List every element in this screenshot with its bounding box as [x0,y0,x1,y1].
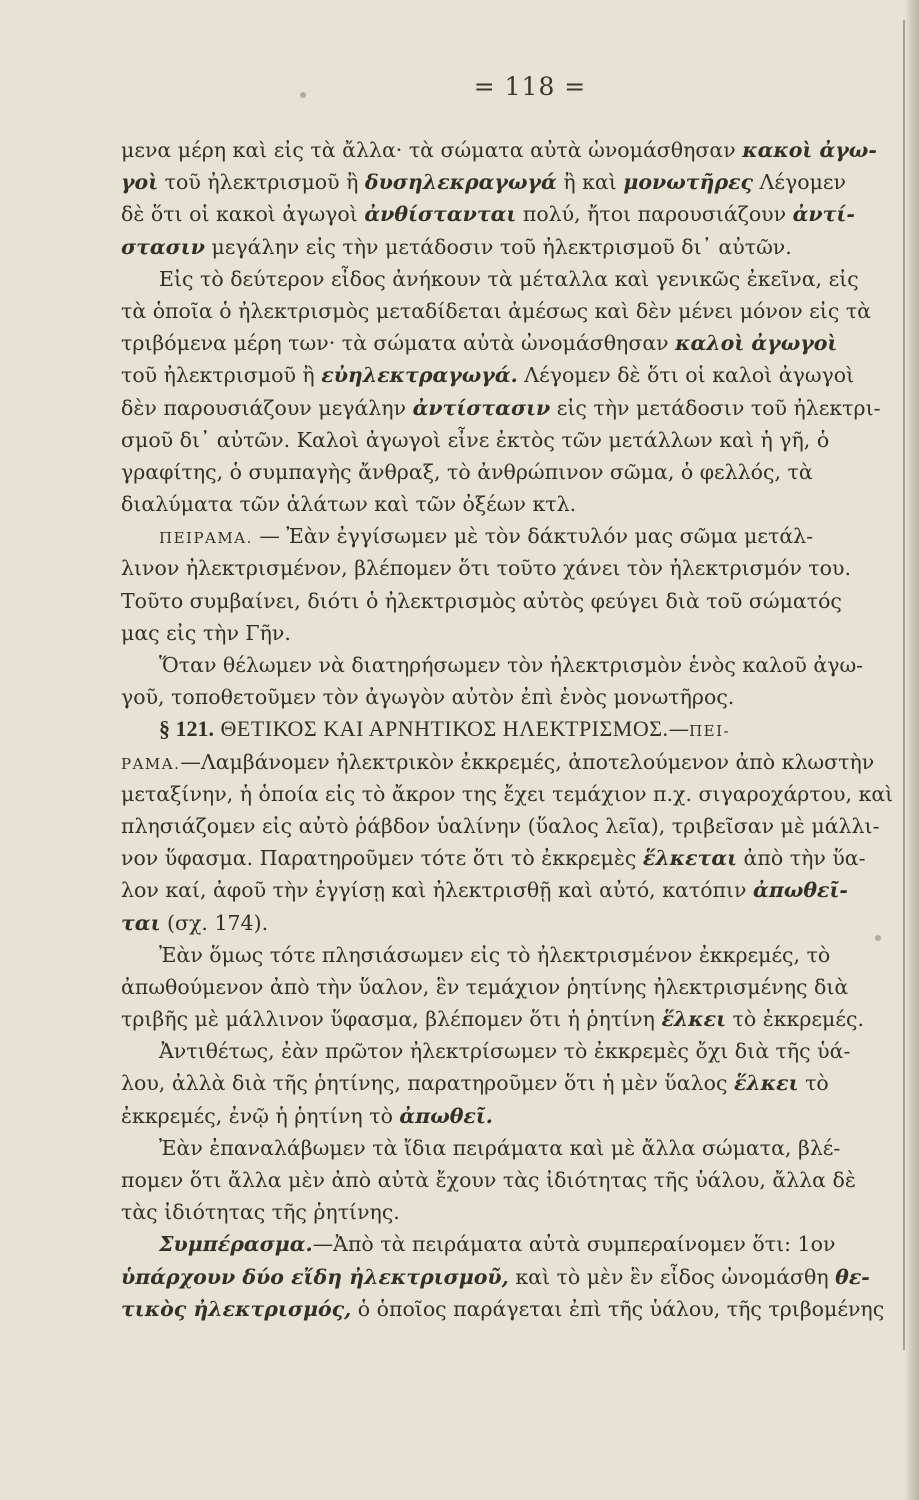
text-run: νον ὕφασμα. Παρατηροῦμεν τότε ὅτι τὸ ἐκκρεμὲς [121,846,643,871]
text-line [121,134,919,166]
text-run: —Ἀπὸ τὰ πειράματα αὐτὰ συμπεραίνομεν ὅτι: 1ον [312,1232,836,1257]
emphasis-term: γοὶ [121,170,159,195]
text-line [121,424,919,456]
text-line [121,617,919,649]
text-line [121,1100,919,1132]
text-run: μεγάλην εἰς τὴν μετάδοσιν τοῦ ἠλεκτρισμοῦ δι᾽ αὐτῶν. [204,234,792,259]
text-run: τοῦ ἠλεκτρισμοῦ ἢ [121,363,322,388]
text-run: μας εἰς τὴν Γῆν. [121,620,291,645]
text-run: τριβόμενα μέρη των· τὰ σώματα αὐτὰ ὠνομάσθησαν [121,331,676,356]
text-run: Ἀντιθέτως, ἐὰν πρῶτον ἠλεκτρίσωμεν τὸ ἐκκρεμὲς ὄχι διὰ τῆς ὑά- [159,1039,851,1064]
text-line [121,231,919,263]
text-run: τριβῆς μὲ μάλλινον ὕφασμα, βλέπομεν ὅτι ἡ ῥητίνη [121,1007,662,1032]
emphasis-term: ἕλκει [661,1007,727,1032]
text-run: ἀπὸ τὴν ὕα- [737,846,866,871]
text-run: γραφίτης, ὁ συμπαγὴς ἄνθραξ, τὸ ἀνθρώπινον σῶμα, ὁ φελλός, τὰ [121,459,813,484]
text-line [121,1035,919,1067]
emphasis-term: κακοὶ ἀγω- [742,138,877,162]
text-run: λον καί, ἀφοῦ τὴν ἐγγίσῃ καὶ ἠλεκτρισθῇ καὶ αὐτό, κατόπιν [121,878,754,903]
emphasis-term: ἀντί- [792,202,855,227]
text-run: γοῦ, τοποθετοῦμεν τὸν ἀγωγὸν αὐτὸν ἐπὶ ἑνὸς μονωτῆρος. [121,685,735,710]
emphasis-term: ἕλκεται [642,846,738,871]
text-line [121,488,919,520]
text-run: εἰς τὴν μετάδοσιν τοῦ ἠλεκτρι- [550,395,881,420]
text-run: (σχ. 174). [160,910,269,935]
text-line [121,907,919,939]
text-run: Τοῦτο συμβαίνει, διότι ὁ ἠλεκτρισμὸς αὐτὸς φεύγει διὰ τοῦ σώματός [121,588,842,613]
emphasis-term: στασιν [121,234,205,259]
text-line [121,359,919,391]
text-line [121,1067,919,1099]
text-line [121,1261,919,1293]
text-run: διαλύματα τῶν ἁλάτων καὶ τῶν ὀξέων κτλ. [121,492,577,517]
text-line [121,552,919,584]
text-run: ἢ καὶ [556,170,624,195]
text-line [121,713,919,745]
emphasis-term: τικὸς ἠλεκτρισμός, [121,1296,352,1321]
text-run: — [668,717,690,742]
emphasis-term: θε- [835,1264,870,1289]
text-line [121,681,919,713]
small-caps-label: ΠΕΙ- [689,722,731,741]
text-line [121,649,919,681]
text-line [121,971,919,1003]
text-run: καὶ τὸ μὲν ἓν εἶδος ὠνομάσθη [508,1264,836,1289]
text-run: μενα μέρη καὶ εἰς τὰ ἄλλα· τὰ σώματα αὐτὰ ὠνομάσθησαν [121,138,743,162]
text-run: μεταξίνην, ἡ ὁποία εἰς τὸ ἄκρον της ἔχει τεμάχιον π.χ. σιγαροχάρτου, καὶ [121,781,894,806]
text-line [121,778,919,810]
text-line [121,1132,919,1164]
text-line [121,810,919,842]
text-line [121,842,919,874]
text-line [121,198,919,230]
text-run: τὸ [798,1071,829,1096]
text-run: λινον ἠλεκτρισμένον, βλέπομεν ὅτι τοῦτο χάνει τὸν ἠλεκτρισμόν του. [121,556,851,581]
text-line [121,392,919,424]
text-run: δὲν παρουσιάζουν μεγάλην [121,395,413,420]
text-line [121,1196,919,1228]
emphasis-term: ἕλκει [733,1071,799,1096]
emphasis-term: ἀνθίστανται [364,202,517,227]
text-run: πολύ, ἤτοι παρουσιάζουν [516,202,793,227]
text-run: πλησιάζομεν εἰς αὐτὸ ῥάβδον ὑαλίνην (ὕαλος λεῖα), τριβεῖσαν μὲ μάλλι- [121,813,880,838]
emphasis-term: ἀπωθεῖ- [753,878,848,903]
body-text [121,134,919,1325]
text-line [121,263,919,295]
emphasis-term: ται [121,910,161,935]
emphasis-term: Συμπέρασμα. [159,1232,313,1257]
emphasis-term: δυσηλεκραγωγά [364,170,557,195]
text-run: Ἐὰν ὅμως τότε πλησιάσωμεν εἰς τὸ ἠλεκτρισμένον ἐκκρεμές, τὸ [159,942,831,967]
text-run: ὁ ὁποῖος παράγεται ἐπὶ τῆς ὑάλου, τῆς τριβομένης [351,1296,885,1321]
emphasis-term: εὐηλεκτραγωγά. [321,363,518,388]
text-run: Λέγομεν δὲ ὅτι οἱ καλοὶ ἀγωγοὶ [517,363,855,388]
text-line [121,327,919,359]
text-run: Λέγομεν [753,170,846,195]
text-line [121,456,919,488]
text-line [121,585,919,617]
text-run: σμοῦ δι᾽ αὐτῶν. Καλοὶ ἀγωγοὶ εἶνε ἐκτὸς τῶν μετάλλων καὶ ἡ γῆ, ὁ [121,427,830,452]
text-run: Εἰς τὸ δεύτερον εἶδος ἀνήκουν τὰ μέταλλα καὶ γενικῶς ἐκεῖνα, εἰς [159,266,859,291]
text-run: δὲ ὅτι οἱ κακοὶ ἀγωγοὶ [121,202,365,227]
text-run: λου, ἀλλὰ διὰ τῆς ῥητίνης, παρατηροῦμεν ὅτι ἡ μὲν ὕαλος [121,1071,734,1096]
emphasis-term: ὑπάρχουν δύο εἴδη ἠλεκτρισμοῦ, [121,1264,509,1289]
emphasis-term: καλοὶ ἀγωγοὶ [675,331,838,356]
text-run: —Λαμβάνομεν ἠλεκτρικὸν ἐκκρεμές, ἀποτελούμενον ἀπὸ κλωστὴν [180,749,875,774]
text-line [121,939,919,971]
text-run: τὰς ἰδιότητας τῆς ῥητίνης. [121,1200,400,1225]
text-line [121,1003,919,1035]
text-run: Ἐὰν ἐπαναλάβωμεν τὰ ἴδια πειράματα καὶ μὲ ἄλλα σώματα, βλέ- [159,1135,841,1160]
text-line [121,746,919,778]
text-line [121,520,919,552]
emphasis-term: ἀπωθεῖ. [399,1103,493,1128]
text-run: πομεν ὅτι ἄλλα μὲν ἀπὸ αὐτὰ ἔχουν τὰς ἰδιότητας τῆς ὑάλου, ἄλλα δὲ [121,1168,856,1192]
section-number: § 121. [159,716,214,742]
text-run: τὰ ὁποῖα ὁ ἠλεκτρισμὸς μεταδίδεται ἀμέσως καὶ δὲν μένει μόνον εἰς τὰ [121,298,872,323]
page-number: = 118 = [473,72,587,101]
text-run: ἐκκρεμές, ἐνῷ ἡ ῥητίνη τὸ [121,1103,400,1128]
text-line [121,295,919,327]
text-run: Ὅταν θέλωμεν νὰ διατηρήσωμεν τὸν ἠλεκτρισμὸν ἑνὸς καλοῦ ἀγω- [159,653,864,677]
text-line [121,874,919,906]
small-caps-label: ΡΑΜΑ. [121,754,181,773]
text-run: τὸ ἐκκρεμές. [726,1007,864,1032]
section-heading: ΘΕΤΙΚΟΣ ΚΑΙ ΑΡΝΗΤΙΚΟΣ ΗΛΕΚΤΡΙΣΜΟΣ. [220,716,669,742]
text-line [121,1228,919,1260]
emphasis-term: μονωτῆρες [623,170,754,195]
emphasis-term: ἀντίστασιν [412,395,551,420]
text-line [121,1293,919,1325]
text-line [121,166,919,198]
text-run: ἀπωθούμενον ἀπὸ τὴν ὕαλον, ἓν τεμάχιον ῥητίνης ἠλεκτρισμένης διὰ [121,974,849,999]
text-line [121,1164,919,1196]
text-run: — Ἐὰν ἐγγίσωμεν μὲ τὸν δάκτυλόν μας σῶμα μετάλ- [252,524,814,549]
small-caps-label: ΠΕΙΡΑΜΑ. [159,529,253,548]
text-run: τοῦ ἠλεκτρισμοῦ ἢ [158,170,365,195]
